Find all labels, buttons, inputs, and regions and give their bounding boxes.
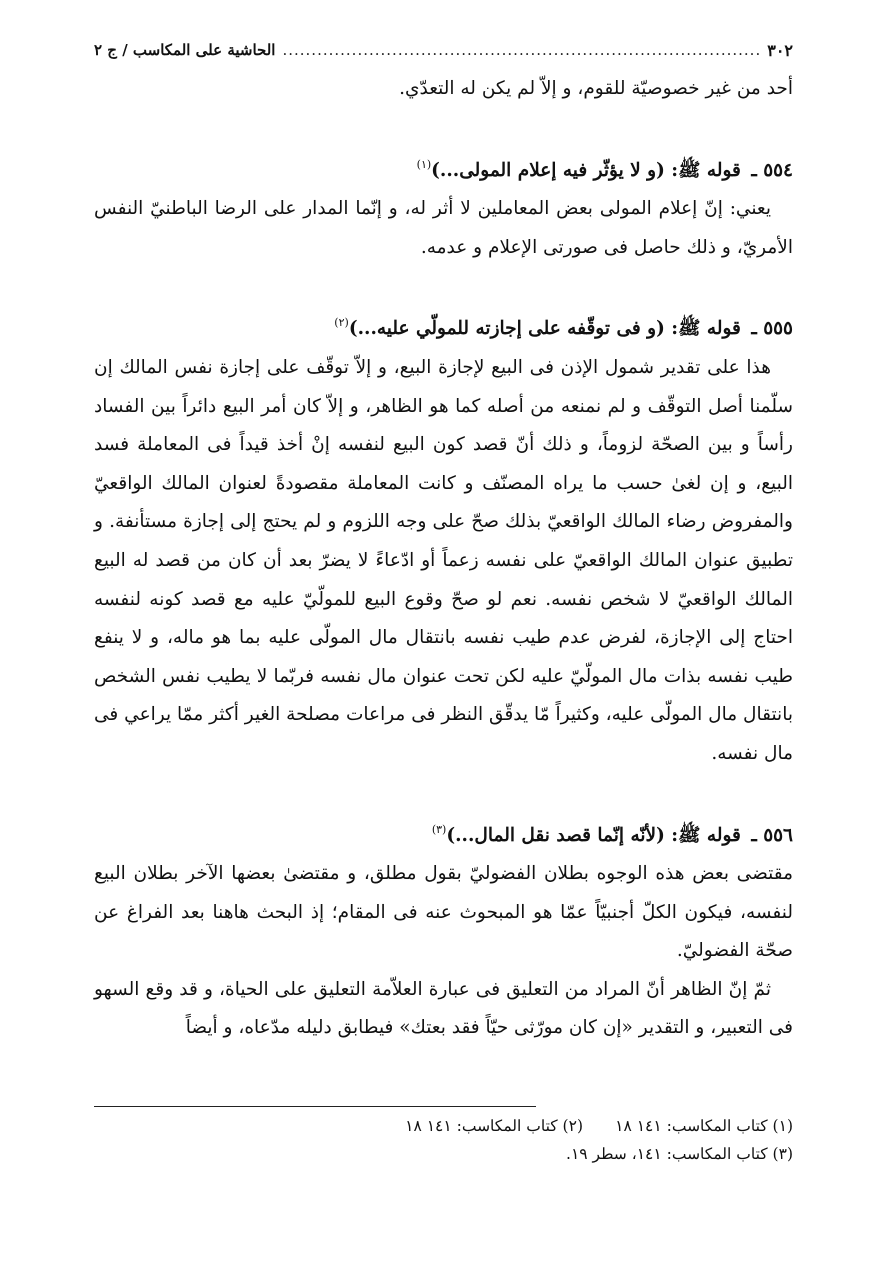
footnote-divider	[94, 1106, 536, 1107]
entry-heading-text: قوله ﷺ: (و فى توقّفه على إجازته للمولّي عليه...)	[348, 318, 741, 340]
page-header	[94, 30, 793, 70]
entry-heading-text: قوله ﷺ: (و لا يؤثّر فيه إعلام المولى...)	[431, 159, 741, 181]
footnote-row	[94, 1140, 793, 1168]
footnote-3: (٣) كتاب المكاسب: ١٤١، سطر ١٩.	[566, 1145, 793, 1163]
paragraph-continuation: أحد من غير خصوصيّة للقوم، و إلاّ لم يكن له التعدّي.	[399, 78, 793, 99]
entry-heading-text: قوله ﷺ: (لأنّه إنّما قصد نقل المال...)	[446, 824, 741, 846]
running-title: الحاشية على المكاسب / ج ٢	[94, 41, 276, 59]
main-text	[94, 70, 793, 1048]
entry-number: ٥٥٦ ـ	[751, 824, 793, 846]
footnote-ref: (٢)	[334, 316, 349, 330]
entry-number: ٥٥٥ ـ	[751, 318, 793, 340]
entry-heading-556	[94, 811, 793, 856]
page-number: ٣٠٢	[767, 40, 793, 60]
entry-paragraph-554: يعني: إنّ إعلام المولى بعض المعاملين لا أثر له، و إنّما المدار على الرضا الباطنيّ النفس الأمريّ، و ذلك حاصل فى صورتى الإعلام و عدمه.	[94, 198, 793, 258]
entry-heading-555	[94, 304, 793, 349]
footnotes	[94, 1112, 793, 1168]
footnote-2: (٢) كتاب المكاسب: ١٤١ ١٨	[405, 1117, 583, 1135]
entry-heading-554	[94, 146, 793, 191]
footnote-row	[94, 1112, 793, 1140]
footnote-1: (١) كتاب المكاسب: ١٤١ ١٨	[615, 1117, 793, 1135]
entry-paragraph-556-continued: ثمّ إنّ الظاهر أنّ المراد من التعليق فى عبارة العلاّمة التعليق على الحياة، و قد وقع السهو فى التعبير، و التقدير «إن كان مورّثى حيّاً فقد بعتك» فيطابق دليله مدّعاه، و أيضاً	[94, 978, 793, 1039]
entry-number: ٥٥٤ ـ	[751, 159, 793, 181]
entry-paragraph-555: هذا على تقدير شمول الإذن فى البيع لإجازة البيع، و إلاّ توقّف على إجازة نفس المالك إن سلّمنا أصل التوقّف و لم نمنعه من أصله كما هو الظاهر، و إلاّ كان أمر البيع دائراً بين الفساد رأساً و بين الصحّة لزوماً، و ذلك أنّ قصد كون البيع لنفسه إنْ أخذ قيداً فى المعاملة فسد البيع، و إن لغىٰ حسب ما يراه المصنّف و كانت المعاملة مقصودةً لعنوان المالك الواقعيّ والمفروض رضاء المالك الواقعيّ بذلك صحّ على وجه اللزوم و لم يحتج إلى إجازة مستأنفة. و تطبيق عنوان المالك الواقعيّ على نفسه زعماً أو ادّعاءً لا يضرّ بعد أن كان من قصد له البيع المالك الواقعيّ لا شخص نفسه. نعم لو صحّ وقوع البيع للمولّيّ عليه مع قصد كونه لنفسه احتاج إلى الإجازة، لفرض عدم طيب نفسه بانتقال مال المولّى عليه بما هو ماله، و لا ينفع طيب نفسه بذات مال المولّيّ عليه لكن تحت عنوان مال نفسه فربّما لا يطيب نفس الشخص بانتقال مال المولّى عليه، وكثيراً مّا يدقّق النظر فى مراعات مصلحة الغير أكثر ممّا يراعي فى مال نفسه.	[94, 356, 793, 764]
footnote-ref: (١)	[416, 157, 432, 171]
header-leader-dots	[281, 41, 761, 59]
footnote-ref: (٣)	[431, 822, 447, 836]
entry-paragraph-556: مقتضى بعض هذه الوجوه بطلان الفضوليّ بقول مطلق، و مقتضىٰ بعضها الآخر بطلان البيع لنفسه، فيكون الكلّ أجنبيّاً عمّا هو المبحوث عنه فى المقام؛ إذ البحث هاهنا بعد الفراغ عن صحّة الفضوليّ.	[94, 863, 793, 962]
